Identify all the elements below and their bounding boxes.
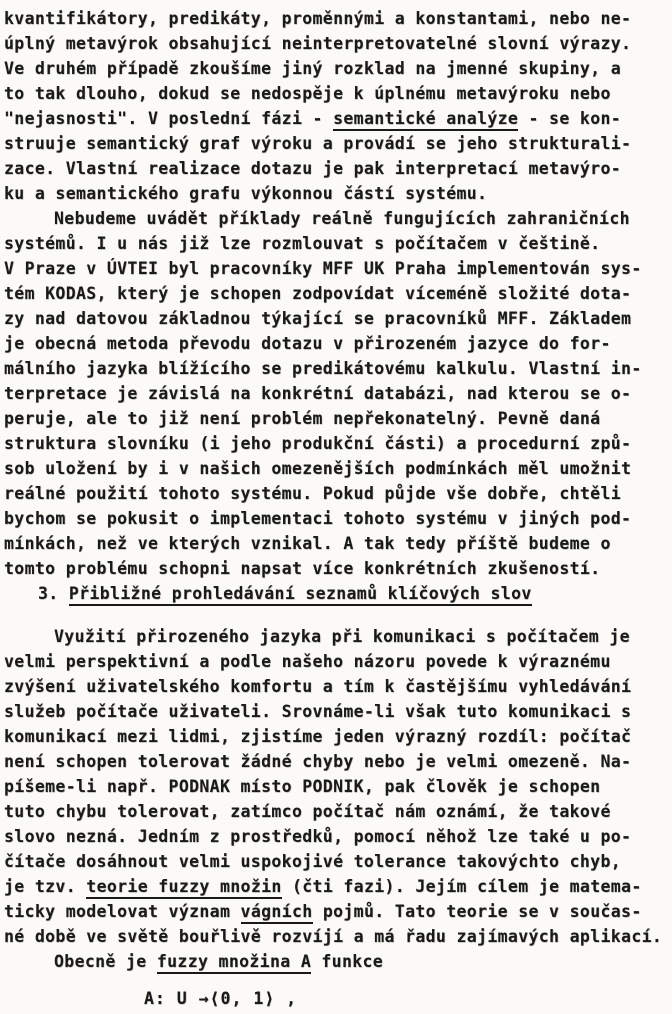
text-line [4,674,670,699]
text-line [4,506,670,531]
underlined-phrase: semantické analýze [333,109,518,131]
text-line [4,556,670,581]
text-segment: peruje, ale to již není problém nepřekonatelný. Pevně daná [4,409,601,428]
formula-line [144,986,670,1011]
text-line [4,206,670,231]
text-segment: systémů. I u nás již lze rozmlouvat s počítačem v češtině. [4,234,601,253]
text-segment: kvantifikátory, predikáty, proměnnými a konstantami, nebo ne- [4,9,632,28]
text-segment: bychom se pokusit o implementaci tohoto systému v jiných pod- [4,509,632,528]
text-line [4,699,670,724]
text-line [4,824,670,849]
text-segment: úplný metavýrok obsahující neinterpretovatelné slovní výrazy. [4,34,632,53]
text-segment: struuje semantický graf výroku a provádí se jeho strukturali- [4,134,632,153]
text-line [4,31,670,56]
text-line [4,281,670,306]
text-line [4,724,670,749]
text-segment: terpretace je závislá na konkrétní databázi, nad kterou se o- [4,384,632,403]
text-line [4,56,670,81]
text-segment: tuto chybu tolerovat, zatímco počítač nám oznámí, že takové [4,802,611,821]
text-line [4,406,670,431]
text-segment: (čti fazi). Jejím cílem je matema- [281,877,642,896]
text-segment: Nebudeme uvádět příklady reálně fungujících zahraničních [54,209,630,228]
text-line [4,81,670,106]
text-segment: málního jazyka blížícího se predikátovému kalkulu. Vlastní in- [4,359,642,378]
text-segment: - se kon- [518,109,622,128]
text-segment: to tak dlouho, dokud se nedospěje k úplnému metavýroku nebo [4,84,611,103]
text-segment: zvýšení uživatelského komfortu a tím k častějšímu vyhledávání [4,677,632,696]
text-line [4,949,670,974]
text-segment: reálné použití tohoto systému. Pokud půjde vše dobře, chtěli [4,484,622,503]
text-line [4,156,670,181]
text-segment: je tzv. [4,877,87,896]
text-segment: zy nad datovou základnou týkající se pracovníků MFF. Základem [4,309,632,328]
text-segment: velmi perspektivní a podle našeho názoru povede k výraznému [4,652,611,671]
text-segment: tém KODAS, který je schopen zodpovídat víceméně složité dota- [4,284,632,303]
text-line [4,874,670,899]
text-line [4,106,670,131]
text-line [4,531,670,556]
text-line [4,849,670,874]
underlined-phrase: vágních [241,902,313,924]
text-line [4,749,670,774]
text-segment: ticky modelovat význam [4,902,241,921]
text-segment: V Praze v ÚVTEI byl pracovníky MFF UK Praha implementován sys- [4,259,642,278]
text-segment: čítače dosáhnout velmi uspokojivé tolerance takovýchto chyb, [4,852,622,871]
text-segment: funkce [311,952,384,971]
text-line [4,356,670,381]
text-segment: "nejasnosti". V poslední fázi - [4,109,334,128]
underlined-phrase: teorie fuzzy množin [86,877,281,899]
text-segment: píšeme-li např. PODNAK místo PODNIK, pak člověk je schopen [4,777,601,796]
text-segment: zace. Vlastní realizace dotazu je pak interpretací metavýro- [4,159,622,178]
text-segment: slovo nezná. Jedním z prostředků, pomocí něhož lze také u po- [4,827,632,846]
text-line [4,331,670,356]
text-segment: ku a semantického grafu výkonnou částí systému. [4,184,488,203]
text-line [4,131,670,156]
text-line [4,256,670,281]
text-segment: tomto problému schopni napsat více konkrétních zkušeností. [4,559,601,578]
text-line [4,231,670,256]
underlined-phrase: fuzzy množina A [157,952,311,974]
text-line [4,799,670,824]
text-segment: Ve druhém případě zkoušíme jiný rozklad na jmenné skupiny, a [4,59,622,78]
text-line [4,381,670,406]
text-segment: služeb počítače uživateli. Srovnáme-li však tuto komunikaci s [4,702,632,721]
text-segment: je obecná metoda převodu dotazu v přirozeném jazyce do for- [4,334,611,353]
text-segment: 3. [38,584,69,603]
text-segment: né době ve světě bouřlivě rozvíjí a má řadu zajímavých aplikací. [4,927,663,946]
text-line [4,6,670,31]
text-segment: není schopen tolerovat žádné chyby nebo je velmi omezeně. Na- [4,752,632,771]
text-line [4,649,670,674]
text-line [4,481,670,506]
text-line [4,456,670,481]
text-segment: A: U →⟨0, 1⟩ , [144,989,298,1008]
text-segment: mínkách, než ve kterých vznikal. A tak tedy příště budeme o [4,534,611,553]
underlined-phrase: Přibližné prohledávání seznamů klíčových slov [69,584,532,606]
text-segment: pojmů. Tato teorie se v součas- [312,902,642,921]
text-line [4,899,670,924]
text-segment: Využití přirozeného jazyka při komunikaci s počítačem je [54,627,630,646]
text-line [4,306,670,331]
text-segment: struktura slovníku (i jeho produkční části) a procedurní způ- [4,434,632,453]
text-line [4,624,670,649]
text-segment: Obecně je [54,952,157,971]
text-line [4,431,670,456]
section-heading [38,581,670,606]
text-segment: komunikací mezi lidmi, zjistíme jeden výrazný rozdíl: počítač [4,727,632,746]
text-segment: sob uložení by i v našich omezenějších podmínkách měl umožnit [4,459,632,478]
text-line [4,181,670,206]
text-line [4,774,670,799]
text-line [4,924,670,949]
